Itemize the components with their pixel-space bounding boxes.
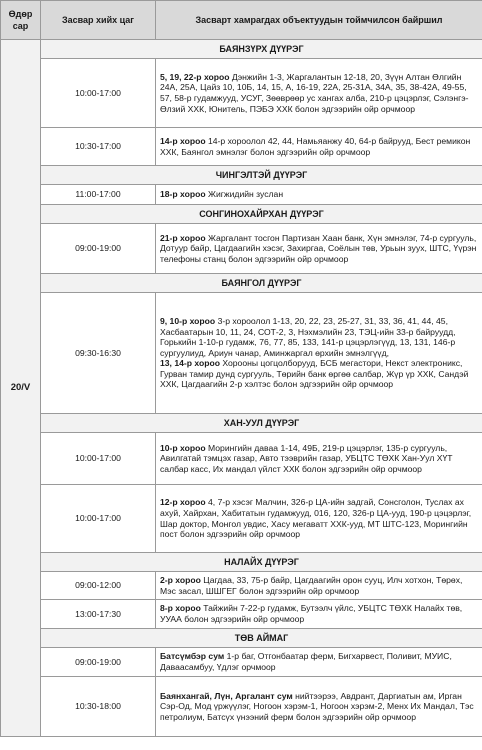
area-description: Жаргалант тосгон Партизан Хаан банк, Хүн эмнэлэг, 74-р сургууль, Дотуур байр, Цагдаагийн хэсэг, Захиргаа, Соёлын төв, Урьын зуух, ШТС, Үүрэн телефоны станц болон эдгээрийн ойр орчмоор [160,232,477,264]
area-keyword: 12-р хороо [160,497,206,508]
table-row [1,293,482,414]
area-keyword: 5, 19, 22-р хороо [160,71,230,82]
time-cell: 09:00-19:00 [41,224,156,274]
time-cell: 11:00-17:00 [41,185,156,205]
location-cell [156,128,482,166]
time-cell: 10:00-17:00 [41,433,156,485]
district-header-row [1,414,482,433]
table-row [1,433,482,485]
table-row [1,600,482,629]
location-cell [156,648,482,677]
time-cell: 10:00-17:00 [41,485,156,553]
area-keyword: 9, 10-р хороо [160,315,216,326]
district-name: БАЯНЗҮРХ ДҮҮРЭГ [41,40,482,59]
table-row [1,677,482,737]
time-cell: 09:00-19:00 [41,648,156,677]
time-cell: 10:30-18:00 [41,677,156,737]
district-name: ЧИНГЭЛТЭЙ ДҮҮРЭГ [41,166,482,185]
location-cell [156,677,482,737]
location-cell [156,59,482,128]
area-description: Цагдаа, 33, 75-р байр, Цагдаагийн орон сууц, Илч хотхон, Төрөх, Мэс засал, ШШГЕГ болон эдгээрийн ойр орчмоор [160,574,463,596]
district-name: БАЯНГОЛ ДҮҮРЭГ [41,274,482,293]
area-description: 14-р хороолол 42, 44, Намьяанжу 40, 64-р байрууд, Бест ремикон ХХК, Баянгол эмнэлэг болон эдгээрийн ойр орчмоор [160,135,471,157]
area-keyword: Баянхангай, Лүн, Аргалант сум [160,690,293,701]
time-cell: 09:00-12:00 [41,572,156,600]
table-row [1,128,482,166]
district-header-row [1,205,482,224]
area-description: Хорооны цогцолборууд, БСБ мегастори, Некст электроникс, Гурван тамир дунд сургууль, Төрийн банк өргөө салбар, Жүр үр ХХК, Сандэй ХХК, Цагдаагийн 2-р хэлтэс болон эдгээрийн ойр орчмоор [160,358,469,390]
time-cell: 13:00-17:30 [41,600,156,629]
time-cell: 10:30-17:00 [41,128,156,166]
area-description: Тайжийн 7-22-р гудамж, Бутээлч үйлс, УБЦТС ТӨХК Налайх төв, УУАА болон эдгээрийн ойр орчмоор [160,603,463,624]
time-cell: 09:30-16:30 [41,293,156,414]
area-keyword: 2-р хороо [160,574,201,585]
district-header-row [1,629,482,648]
district-header-row [1,40,482,59]
table-row [1,185,482,205]
area-keyword: 13, 14-р хороо [160,358,220,369]
location-cell [156,293,482,414]
area-keyword: 14-р хороо [160,135,206,146]
area-description: Жигжидийн зуслан [205,189,284,200]
location-cell [156,600,482,629]
area-keyword: 8-р хороо [160,603,201,614]
table-header-row [1,1,482,40]
date-cell: 20/V [1,40,41,737]
location-cell [156,185,482,205]
district-header-row [1,166,482,185]
area-keyword: 10-р хороо [160,442,206,453]
area-description: 1-р баг, Отгонбаатар ферм, Бигхарвест, Поливит, МУИС, Даваасамбуу, Үдлэг орчмоор [160,651,452,672]
district-name: НАЛАЙХ ДҮҮРЭГ [41,553,482,572]
table-row [1,224,482,274]
area-description: Дэнжийн 1-3, Жаргалантын 12-18, 20, Зүүн Алтан Өлгийн 24А, 25А, Цайз 10, 10Б, 14, 15, А, 16-19, 22А, 25-31А, 34А, 35, 38-42А, 49-55, 57, 58-р гудамжууд, УСУГ, Зөөврөөр ус хангах алба, 210-р цэцэрлэг, Сэлэнгэ-Өлзий ХХК, Юнитель, ПЭБЭ ХХК болон эдгээрийн ойр орчмоор [160,71,469,114]
area-keyword: 18-р хороо [160,189,206,200]
header-date [1,1,41,40]
location-cell [156,572,482,600]
area-description: 3-р хороолол 1-13, 20, 22, 23, 25-27, 31, 33, 36, 41, 44, 45, Хасбаатарын 10, 11, 24, СОТ-2, 3, Нэхмэлийн 23, ТЭЦ-ийн 33-р байруудд, Горькийн 1-10-р гудамж, 76, 77, 85, 133, 141-р цэцэрлэгүүд, 13, 131, 146-р сургуулиуд, Ариун чанар, Аминжаргал өрхийн эмнэлгүүд, [160,315,456,358]
location-cell [156,433,482,485]
area-keyword: 21-р хороо [160,232,206,243]
table-row [1,59,482,128]
location-cell [156,485,482,553]
area-description: нийтээрээ, Авдрант, Даргиатын ам, Ирган Сэр-Од, Мод үржүүлэг, Ногоон хэрэм-1, Ногоон хэрэм-2, Менх Их Мандал, Тэс петролиум, Батсүх үнээний ферм болон эдгээрийн ойр орчмоор [160,690,474,722]
district-name: ТӨВ АЙМАГ [41,629,482,648]
header-date-line1: Өдөр [8,9,33,19]
district-name: ХАН-УУЛ ДҮҮРЭГ [41,414,482,433]
district-name: СОНГИНОХАЙРХАН ДҮҮРЭГ [41,205,482,224]
table-body [1,40,482,737]
table-row [1,572,482,600]
header-time: Засвар хийх цаг [41,1,156,40]
time-cell: 10:00-17:00 [41,59,156,128]
area-description: 4, 7-р хэсэг Малчин, 326-р ЦА-ийн задгай, Сонсголон, Туслах ах ахуй, Хайрхан, Хабитатын гудамжууд, 016, 120, 326-р ЦА-ууд, 190-р цэцэрлэг, Шар доктор, Монгол увдис, Хасу мегаватт ХХК-ууд, МТ ШТС-123, Морингийн пост болон эдгээрийн ойр орчмоор [160,497,472,540]
header-date-line2: сар [12,21,29,31]
area-keyword: Батсүмбэр сум [160,651,225,662]
table-row [1,648,482,677]
table-row [1,485,482,553]
header-location: Засварт хамрагдах объектуудын тоймчилсон байршил [156,1,482,40]
district-header-row [1,553,482,572]
area-description: Морингийн даваа 1-14, 49Б, 219-р цэцэрлэг, 135-р сургууль, Авилгатай тэмцэх газар, Авто тээврийн газар, УБЦТС ТӨХК Хан-Уул ХҮТ салбар касс, Их мандал үйлст ХХК болон эдгээрийн ойр орчмоор [160,442,453,474]
district-header-row [1,274,482,293]
location-cell [156,224,482,274]
